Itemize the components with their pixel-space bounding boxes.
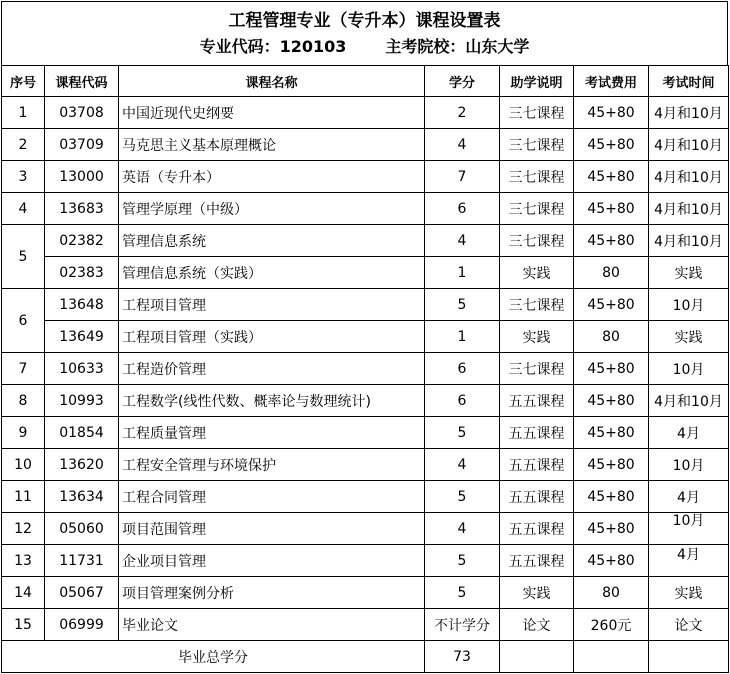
note-cell: 五五课程	[500, 385, 574, 417]
note-cell: 三七课程	[500, 225, 574, 257]
fee-cell: 45+80	[574, 513, 649, 545]
credit-cell: 4	[425, 225, 500, 257]
table-row	[2, 481, 729, 513]
table-row	[2, 289, 729, 321]
name-cell: 工程安全管理与环境保护	[119, 449, 425, 481]
time-cell: 4月和10月	[649, 97, 729, 129]
table-row	[2, 129, 729, 161]
table-row	[2, 513, 729, 545]
credit-cell: 7	[425, 161, 500, 193]
credit-cell: 5	[425, 545, 500, 577]
fee-cell: 45+80	[574, 193, 649, 225]
table-row	[2, 353, 729, 385]
seq-cell: 4	[2, 193, 45, 225]
fee-cell: 45+80	[574, 129, 649, 161]
note-cell: 三七课程	[500, 161, 574, 193]
seq-cell: 15	[2, 609, 45, 641]
credit-cell: 2	[425, 97, 500, 129]
seq-cell: 7	[2, 353, 45, 385]
code-cell: 13634	[45, 481, 119, 513]
total-credit: 73	[425, 641, 500, 673]
fee-cell: 80	[574, 257, 649, 289]
title-block	[1, 1, 728, 65]
time-cell: 10月	[649, 353, 729, 385]
seq-cell: 2	[2, 129, 45, 161]
time-text: 4月	[677, 546, 700, 563]
seq-cell: 11	[2, 481, 45, 513]
code-cell: 13648	[45, 289, 119, 321]
credit-cell: 4	[425, 513, 500, 545]
note-cell: 五五课程	[500, 481, 574, 513]
time-cell: 4月和10月	[649, 225, 729, 257]
fee-cell: 45+80	[574, 353, 649, 385]
time-cell: 4月和10月	[649, 193, 729, 225]
name-cell: 工程造价管理	[119, 353, 425, 385]
header-cell: 序号	[2, 66, 45, 97]
code-cell: 13649	[45, 321, 119, 353]
note-cell: 实践	[500, 257, 574, 289]
code-cell: 05060	[45, 513, 119, 545]
name-cell: 项目管理案例分析	[119, 577, 425, 609]
note-cell: 五五课程	[500, 545, 574, 577]
name-cell: 管理信息系统（实践）	[119, 257, 425, 289]
name-cell: 工程合同管理	[119, 481, 425, 513]
seq-cell: 6	[2, 289, 45, 353]
credit-cell: 5	[425, 481, 500, 513]
credit-cell: 5	[425, 577, 500, 609]
table-row	[2, 257, 729, 289]
major-code: 专业代码：120103	[199, 37, 347, 56]
subtitle	[2, 36, 727, 58]
table-row	[2, 193, 729, 225]
header-cell: 课程代码	[45, 66, 119, 97]
name-cell: 马克思主义基本原理概论	[119, 129, 425, 161]
fee-cell: 45+80	[574, 545, 649, 577]
name-cell: 毕业论文	[119, 609, 425, 641]
seq-cell: 5	[2, 225, 45, 289]
table-row	[2, 97, 729, 129]
seq-cell: 14	[2, 577, 45, 609]
note-cell: 三七课程	[500, 353, 574, 385]
time-cell: 论文	[649, 609, 729, 641]
table-row	[2, 577, 729, 609]
seq-cell: 3	[2, 161, 45, 193]
code-cell: 03708	[45, 97, 119, 129]
time-cell	[649, 513, 729, 545]
name-cell: 工程数学(线性代数、概率论与数理统计)	[119, 385, 425, 417]
code-cell: 10633	[45, 353, 119, 385]
fee-cell: 45+80	[574, 481, 649, 513]
fee-cell: 80	[574, 321, 649, 353]
name-cell: 工程项目管理	[119, 289, 425, 321]
exam-school: 主考院校：山东大学	[385, 37, 530, 56]
table-row	[2, 385, 729, 417]
code-cell: 01854	[45, 417, 119, 449]
empty-cell	[649, 641, 729, 673]
total-row	[2, 641, 729, 673]
code-cell: 10993	[45, 385, 119, 417]
empty-cell	[500, 641, 574, 673]
note-cell: 论文	[500, 609, 574, 641]
table-row	[2, 449, 729, 481]
table-row	[2, 161, 729, 193]
credit-cell: 5	[425, 417, 500, 449]
name-cell: 英语（专升本）	[119, 161, 425, 193]
code-cell: 11731	[45, 545, 119, 577]
credit-cell: 6	[425, 353, 500, 385]
name-cell: 项目范围管理	[119, 513, 425, 545]
code-cell: 02383	[45, 257, 119, 289]
time-cell: 10月	[649, 449, 729, 481]
credit-cell: 4	[425, 129, 500, 161]
credit-cell: 6	[425, 193, 500, 225]
table-row	[2, 225, 729, 257]
seq-cell: 12	[2, 513, 45, 545]
seq-cell: 1	[2, 97, 45, 129]
header-cell: 助学说明	[500, 66, 574, 97]
table-row	[2, 417, 729, 449]
credit-cell: 1	[425, 257, 500, 289]
fee-cell: 45+80	[574, 449, 649, 481]
name-cell: 管理信息系统	[119, 225, 425, 257]
time-cell: 实践	[649, 257, 729, 289]
code-cell: 03709	[45, 129, 119, 161]
total-label: 毕业总学分	[2, 641, 425, 673]
fee-cell: 260元	[574, 609, 649, 641]
fee-cell: 45+80	[574, 289, 649, 321]
time-cell: 10月	[649, 289, 729, 321]
name-cell: 管理学原理（中级）	[119, 193, 425, 225]
fee-cell: 45+80	[574, 97, 649, 129]
credit-cell: 1	[425, 321, 500, 353]
name-cell: 工程质量管理	[119, 417, 425, 449]
time-cell: 4月	[649, 417, 729, 449]
credit-cell: 5	[425, 289, 500, 321]
code-cell: 02382	[45, 225, 119, 257]
note-cell: 五五课程	[500, 417, 574, 449]
time-cell: 实践	[649, 577, 729, 609]
note-cell: 五五课程	[500, 513, 574, 545]
code-cell: 13620	[45, 449, 119, 481]
seq-cell: 13	[2, 545, 45, 577]
name-cell: 工程项目管理（实践）	[119, 321, 425, 353]
time-cell: 实践	[649, 321, 729, 353]
code-cell: 06999	[45, 609, 119, 641]
credit-cell: 不计学分	[425, 609, 500, 641]
name-cell: 企业项目管理	[119, 545, 425, 577]
fee-cell: 45+80	[574, 161, 649, 193]
fee-cell: 45+80	[574, 417, 649, 449]
note-cell: 三七课程	[500, 193, 574, 225]
code-cell: 13683	[45, 193, 119, 225]
note-cell: 三七课程	[500, 97, 574, 129]
table-row	[2, 609, 729, 641]
time-cell: 4月和10月	[649, 161, 729, 193]
table-row	[2, 545, 729, 577]
time-cell	[649, 545, 729, 577]
fee-cell: 80	[574, 577, 649, 609]
credit-cell: 6	[425, 385, 500, 417]
note-cell: 五五课程	[500, 449, 574, 481]
seq-cell: 8	[2, 385, 45, 417]
name-cell: 中国近现代史纲要	[119, 97, 425, 129]
table-row	[2, 321, 729, 353]
fee-cell: 45+80	[574, 385, 649, 417]
note-cell: 三七课程	[500, 289, 574, 321]
header-cell: 课程名称	[119, 66, 425, 97]
header-cell: 考试时间	[649, 66, 729, 97]
header-row	[2, 66, 729, 97]
credit-cell: 4	[425, 449, 500, 481]
code-cell: 13000	[45, 161, 119, 193]
fee-cell: 45+80	[574, 225, 649, 257]
header-cell: 学分	[425, 66, 500, 97]
page-title: 工程管理专业（专升本）课程设置表	[228, 11, 501, 31]
note-cell: 实践	[500, 321, 574, 353]
time-cell: 4月	[649, 481, 729, 513]
note-cell: 实践	[500, 577, 574, 609]
header-cell: 考试费用	[574, 66, 649, 97]
course-sheet	[1, 1, 729, 672]
course-table	[1, 65, 729, 673]
code-cell: 05067	[45, 577, 119, 609]
time-text: 10月	[672, 512, 705, 529]
seq-cell: 9	[2, 417, 45, 449]
note-cell: 三七课程	[500, 129, 574, 161]
empty-cell	[574, 641, 649, 673]
seq-cell: 10	[2, 449, 45, 481]
time-cell: 4月和10月	[649, 385, 729, 417]
time-cell: 4月和10月	[649, 129, 729, 161]
